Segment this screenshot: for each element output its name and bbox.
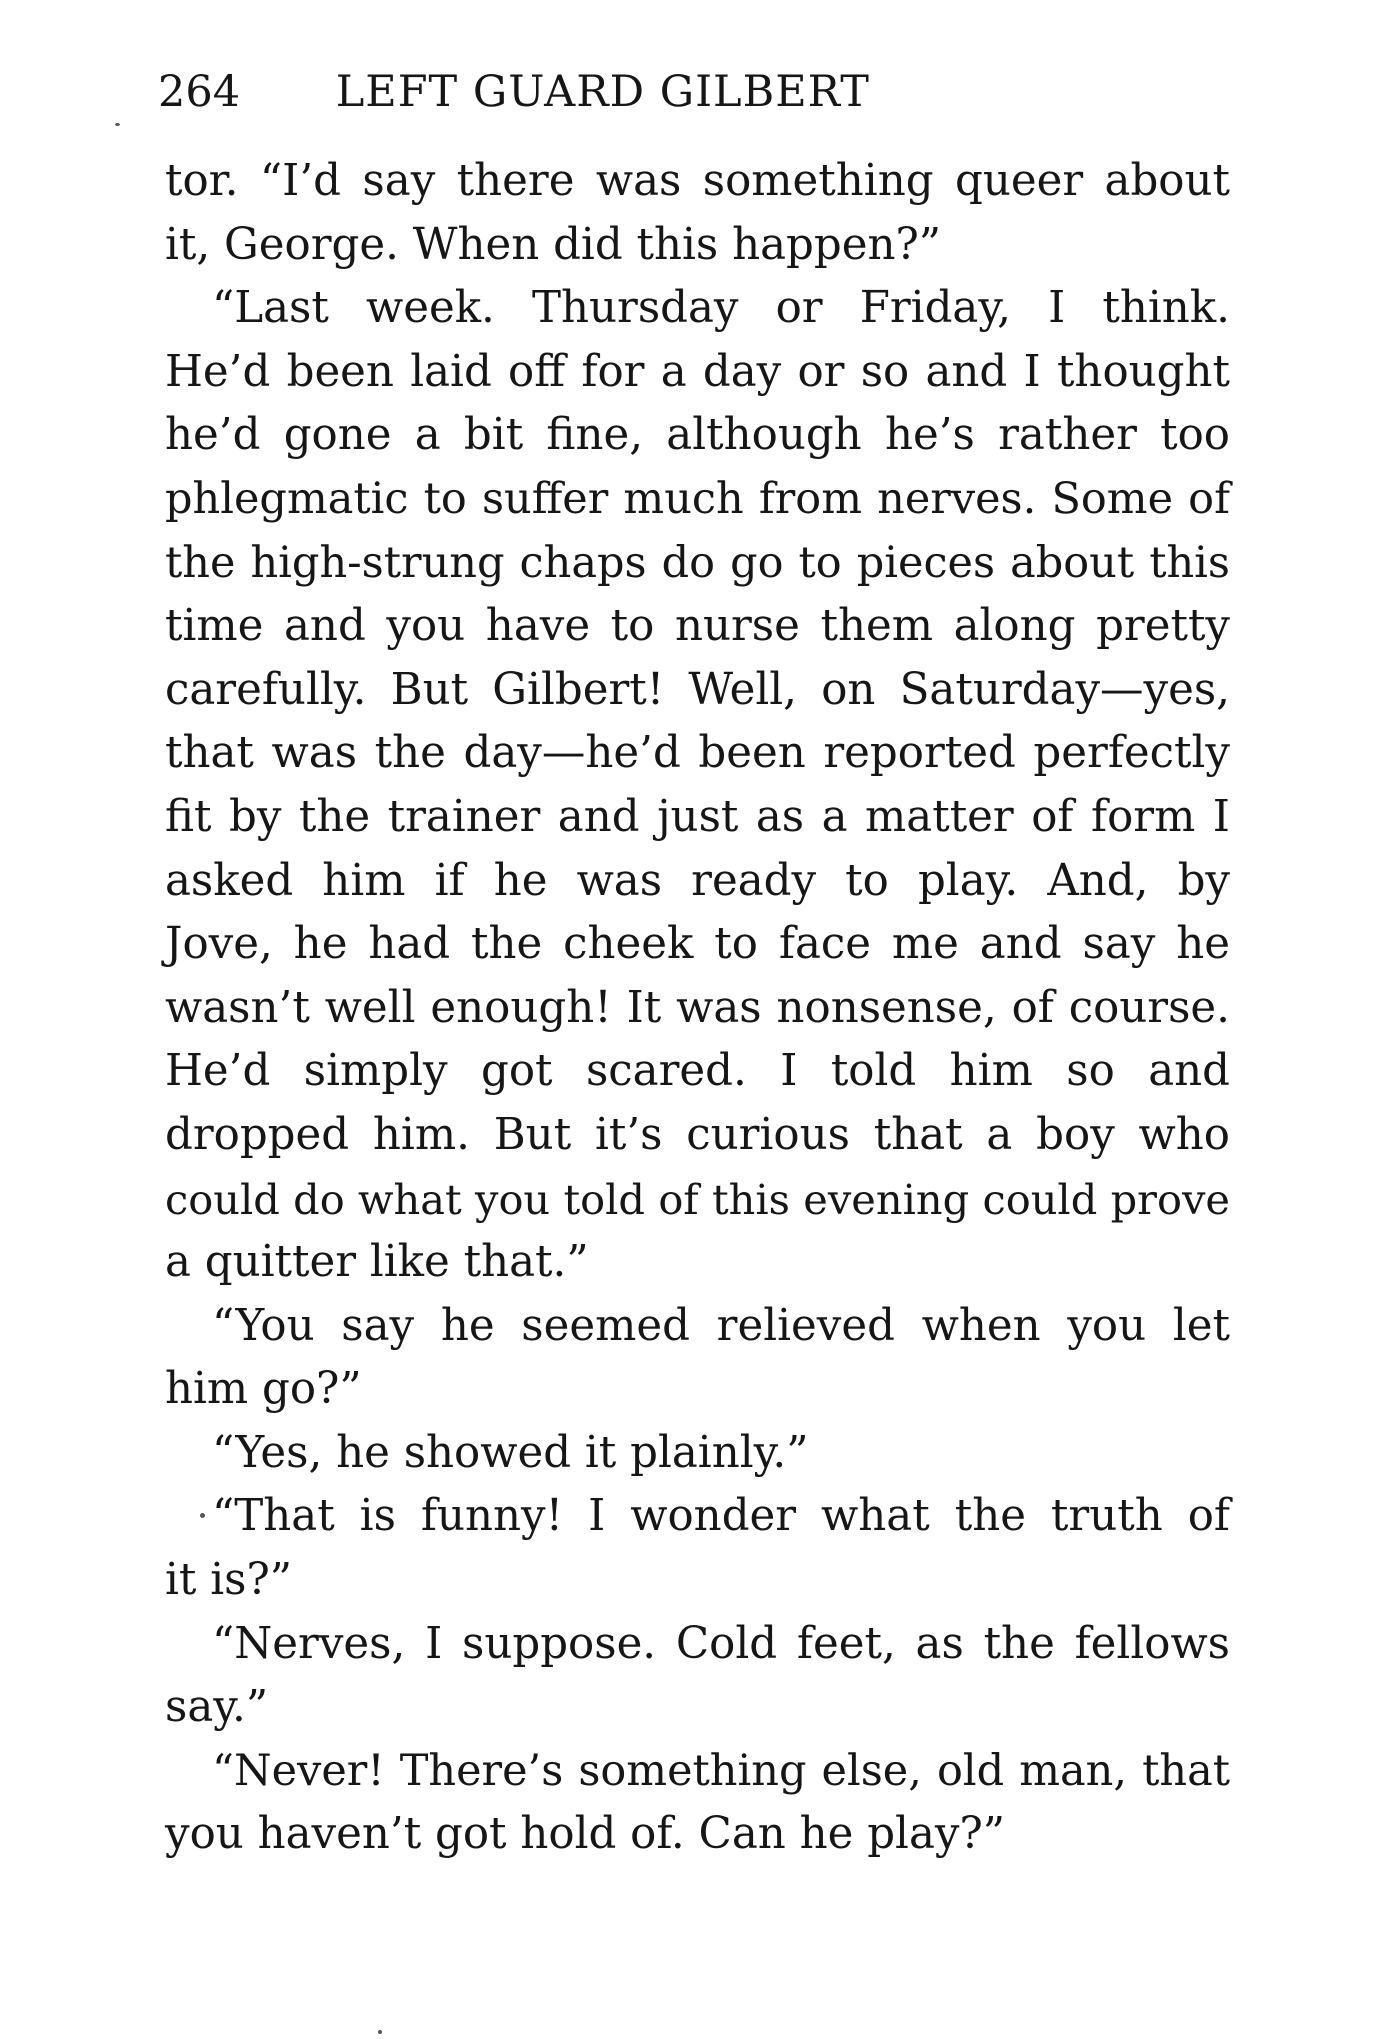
- running-title: LEFT GUARD GILBERT: [335, 67, 870, 117]
- text-line: Jove, he had the cheek to face me and say he: [165, 919, 1230, 970]
- text-line: “You say he seemed relieved when you let: [212, 1300, 1230, 1351]
- paper-speck: [115, 123, 120, 126]
- text-line: say.”: [165, 1682, 269, 1733]
- text-line: “Never! There’s something else, old man, that: [212, 1745, 1230, 1796]
- text-line: He’d been laid off for a day or so and I thought: [165, 346, 1230, 397]
- paper-speck: [378, 2030, 382, 2034]
- text-line: carefully. But Gilbert! Well, on Saturday—yes,: [165, 664, 1230, 715]
- text-line: He’d simply got scared. I told him so and: [165, 1046, 1230, 1097]
- text-line: it is?”: [165, 1555, 293, 1606]
- text-line: “Nerves, I suppose. Cold feet, as the fellows: [212, 1618, 1230, 1669]
- text-line: he’d gone a bit fine, although he’s rather too: [165, 410, 1230, 461]
- running-head: [158, 62, 1218, 122]
- text-line: “Last week. Thursday or Friday, I think.: [212, 283, 1230, 334]
- text-line: that was the day—he’d been reported perfectly: [165, 728, 1230, 779]
- text-line: him go?”: [165, 1364, 362, 1415]
- text-line: phlegmatic to suffer much from nerves. Some of: [165, 473, 1230, 524]
- text-line: tor. “I’d say there was something queer about: [165, 156, 1230, 206]
- text-line: time and you have to nurse them along pretty: [165, 601, 1230, 652]
- text-line: wasn’t well enough! It was nonsense, of course.: [165, 982, 1230, 1033]
- text-line: asked him if he was ready to play. And, by: [165, 855, 1230, 906]
- text-line: a quitter like that.”: [165, 1237, 589, 1288]
- body-text: [165, 150, 1230, 1867]
- paper-speck: [200, 1513, 205, 1518]
- text-line: you haven’t got hold of. Can he play?”: [165, 1809, 1006, 1860]
- text-line: “Yes, he showed it plainly.”: [212, 1427, 809, 1478]
- text-line: “That is funny! I wonder what the truth of: [212, 1491, 1230, 1542]
- text-line: fit by the trainer and just as a matter of form I: [165, 791, 1230, 842]
- page-number: 264: [158, 67, 241, 117]
- text-line: dropped him. But it’s curious that a boy who: [165, 1109, 1230, 1160]
- text-line: the high-strung chaps do go to pieces about this: [165, 537, 1230, 588]
- text-line: could do what you told of this evening could prove: [165, 1174, 1230, 1224]
- text-line: it, George. When did this happen?”: [165, 219, 942, 270]
